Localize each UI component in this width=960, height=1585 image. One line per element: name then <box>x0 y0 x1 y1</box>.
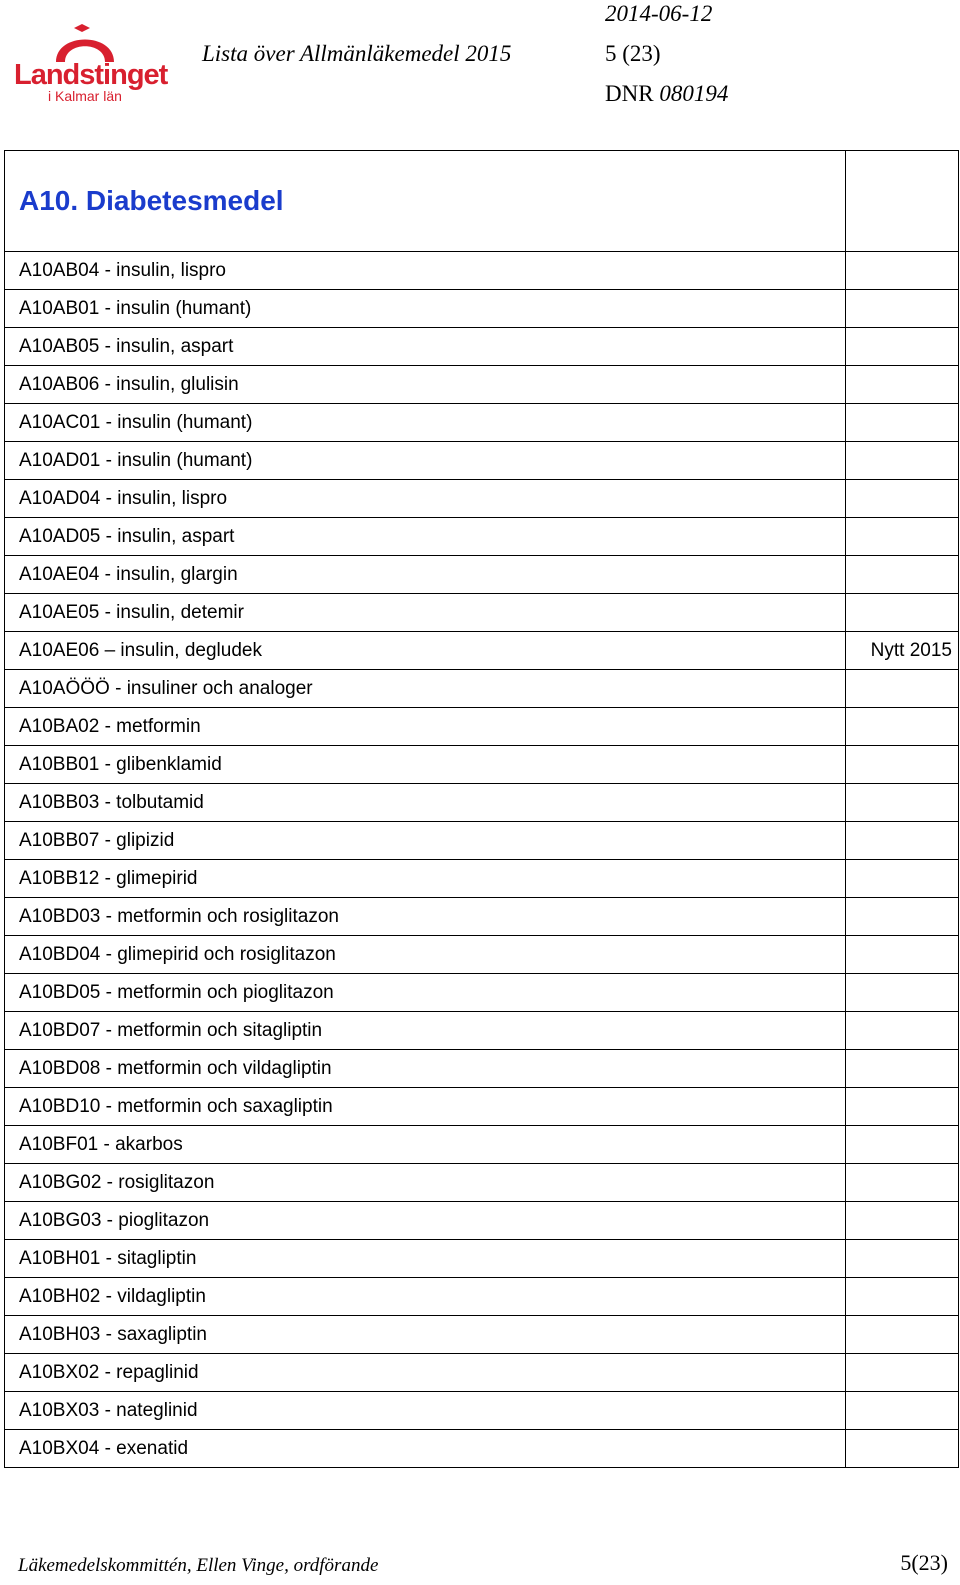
table-row <box>5 556 959 594</box>
table-row <box>5 594 959 632</box>
table-row <box>5 404 959 442</box>
table-row <box>5 632 959 670</box>
drug-name: A10BX03 - nateglinid <box>5 1392 846 1430</box>
header-date: 2014-06-12 <box>605 1 713 26</box>
table-row <box>5 480 959 518</box>
section-title: A10. Diabetesmedel <box>19 185 284 216</box>
drug-name: A10BD08 - metformin och vildagliptin <box>5 1050 846 1088</box>
drug-name: A10BF01 - akarbos <box>5 1126 846 1164</box>
table-row <box>5 290 959 328</box>
drug-note <box>846 1012 959 1050</box>
drug-name: A10BH01 - sitagliptin <box>5 1240 846 1278</box>
section-note-cell <box>846 151 959 252</box>
table-row <box>5 1240 959 1278</box>
drug-name: A10AB01 - insulin (humant) <box>5 290 846 328</box>
drug-note <box>846 1164 959 1202</box>
table-row <box>5 898 959 936</box>
drug-name: A10BG02 - rosiglitazon <box>5 1164 846 1202</box>
drug-name: A10AE04 - insulin, glargin <box>5 556 846 594</box>
drug-name: A10AB06 - insulin, glulisin <box>5 366 846 404</box>
drug-note <box>846 670 959 708</box>
drug-note <box>846 404 959 442</box>
logo-name: Landstinget <box>14 59 168 91</box>
section-row <box>5 151 959 252</box>
drug-name: A10BX04 - exenatid <box>5 1430 846 1468</box>
drug-name: A10BD10 - metformin och saxagliptin <box>5 1088 846 1126</box>
drug-note <box>846 328 959 366</box>
table-row <box>5 252 959 290</box>
table-row <box>5 1050 959 1088</box>
table-row <box>5 670 959 708</box>
drug-note <box>846 442 959 480</box>
drug-name: A10BH02 - vildagliptin <box>5 1278 846 1316</box>
header-title: Lista över Allmänläkemedel 2015 <box>202 41 512 66</box>
drug-name: A10BX02 - repaglinid <box>5 1354 846 1392</box>
table-row <box>5 1278 959 1316</box>
drug-name: A10AÖÖÖ - insuliner och analoger <box>5 670 846 708</box>
table-row <box>5 1088 959 1126</box>
footer-page: 5(23) <box>900 1550 948 1575</box>
drug-note <box>846 480 959 518</box>
table-row <box>5 1012 959 1050</box>
table-row <box>5 974 959 1012</box>
drug-note <box>846 822 959 860</box>
drug-note <box>846 1088 959 1126</box>
drug-name: A10AC01 - insulin (humant) <box>5 404 846 442</box>
drug-name: A10BD07 - metformin och sitagliptin <box>5 1012 846 1050</box>
drug-note <box>846 252 959 290</box>
drug-note <box>846 898 959 936</box>
drug-name: A10BB01 - glibenklamid <box>5 746 846 784</box>
table-row <box>5 328 959 366</box>
drug-note <box>846 1126 959 1164</box>
footer-committee: Läkemedelskommittén, Ellen Vinge, ordförande <box>18 1555 379 1576</box>
drug-name: A10AD05 - insulin, aspart <box>5 518 846 556</box>
table-row <box>5 518 959 556</box>
drug-name: A10AB04 - insulin, lispro <box>5 252 846 290</box>
table-row <box>5 366 959 404</box>
drug-name: A10BG03 - pioglitazon <box>5 1202 846 1240</box>
drug-name: A10AB05 - insulin, aspart <box>5 328 846 366</box>
header-dnr <box>605 81 728 107</box>
drug-note <box>846 290 959 328</box>
table-row <box>5 1202 959 1240</box>
logo-subtitle: i Kalmar län <box>48 88 122 104</box>
drug-name: A10AE05 - insulin, detemir <box>5 594 846 632</box>
section-cell <box>5 151 846 252</box>
drug-table <box>4 150 959 1468</box>
drug-note <box>846 936 959 974</box>
drug-name: A10BB12 - glimepirid <box>5 860 846 898</box>
table-row <box>5 822 959 860</box>
drug-note <box>846 1202 959 1240</box>
drug-note <box>846 746 959 784</box>
drug-name: A10BD03 - metformin och rosiglitazon <box>5 898 846 936</box>
dnr-label: DNR <box>605 81 654 106</box>
drug-note <box>846 518 959 556</box>
drug-note <box>846 1240 959 1278</box>
header-page: 5 (23) <box>605 41 661 66</box>
drug-name: A10BB07 - glipizid <box>5 822 846 860</box>
table-row <box>5 1164 959 1202</box>
drug-note <box>846 1050 959 1088</box>
logo <box>12 24 168 108</box>
drug-note <box>846 860 959 898</box>
drug-name: A10BD05 - metformin och pioglitazon <box>5 974 846 1012</box>
drug-name: A10AD04 - insulin, lispro <box>5 480 846 518</box>
table-row <box>5 746 959 784</box>
drug-note <box>846 594 959 632</box>
table-row <box>5 1392 959 1430</box>
drug-note <box>846 1392 959 1430</box>
table-row <box>5 1430 959 1468</box>
drug-note <box>846 1354 959 1392</box>
logo-arch-icon <box>12 24 132 64</box>
drug-name: A10AE06 – insulin, degludek <box>5 632 846 670</box>
drug-note <box>846 556 959 594</box>
drug-note: Nytt 2015 <box>846 632 959 670</box>
table-row <box>5 860 959 898</box>
drug-note <box>846 1278 959 1316</box>
drug-note <box>846 708 959 746</box>
table-row <box>5 1316 959 1354</box>
drug-note <box>846 784 959 822</box>
dnr-number: 080194 <box>659 81 729 106</box>
table-row <box>5 1126 959 1164</box>
drug-note <box>846 974 959 1012</box>
drug-name: A10BD04 - glimepirid och rosiglitazon <box>5 936 846 974</box>
drug-name: A10BB03 - tolbutamid <box>5 784 846 822</box>
table-row <box>5 1354 959 1392</box>
table-row <box>5 442 959 480</box>
table-row <box>5 784 959 822</box>
table-row <box>5 936 959 974</box>
drug-note <box>846 1430 959 1468</box>
drug-name: A10BH03 - saxagliptin <box>5 1316 846 1354</box>
drug-name: A10AD01 - insulin (humant) <box>5 442 846 480</box>
drug-note <box>846 366 959 404</box>
drug-name: A10BA02 - metformin <box>5 708 846 746</box>
drug-note <box>846 1316 959 1354</box>
table-row <box>5 708 959 746</box>
